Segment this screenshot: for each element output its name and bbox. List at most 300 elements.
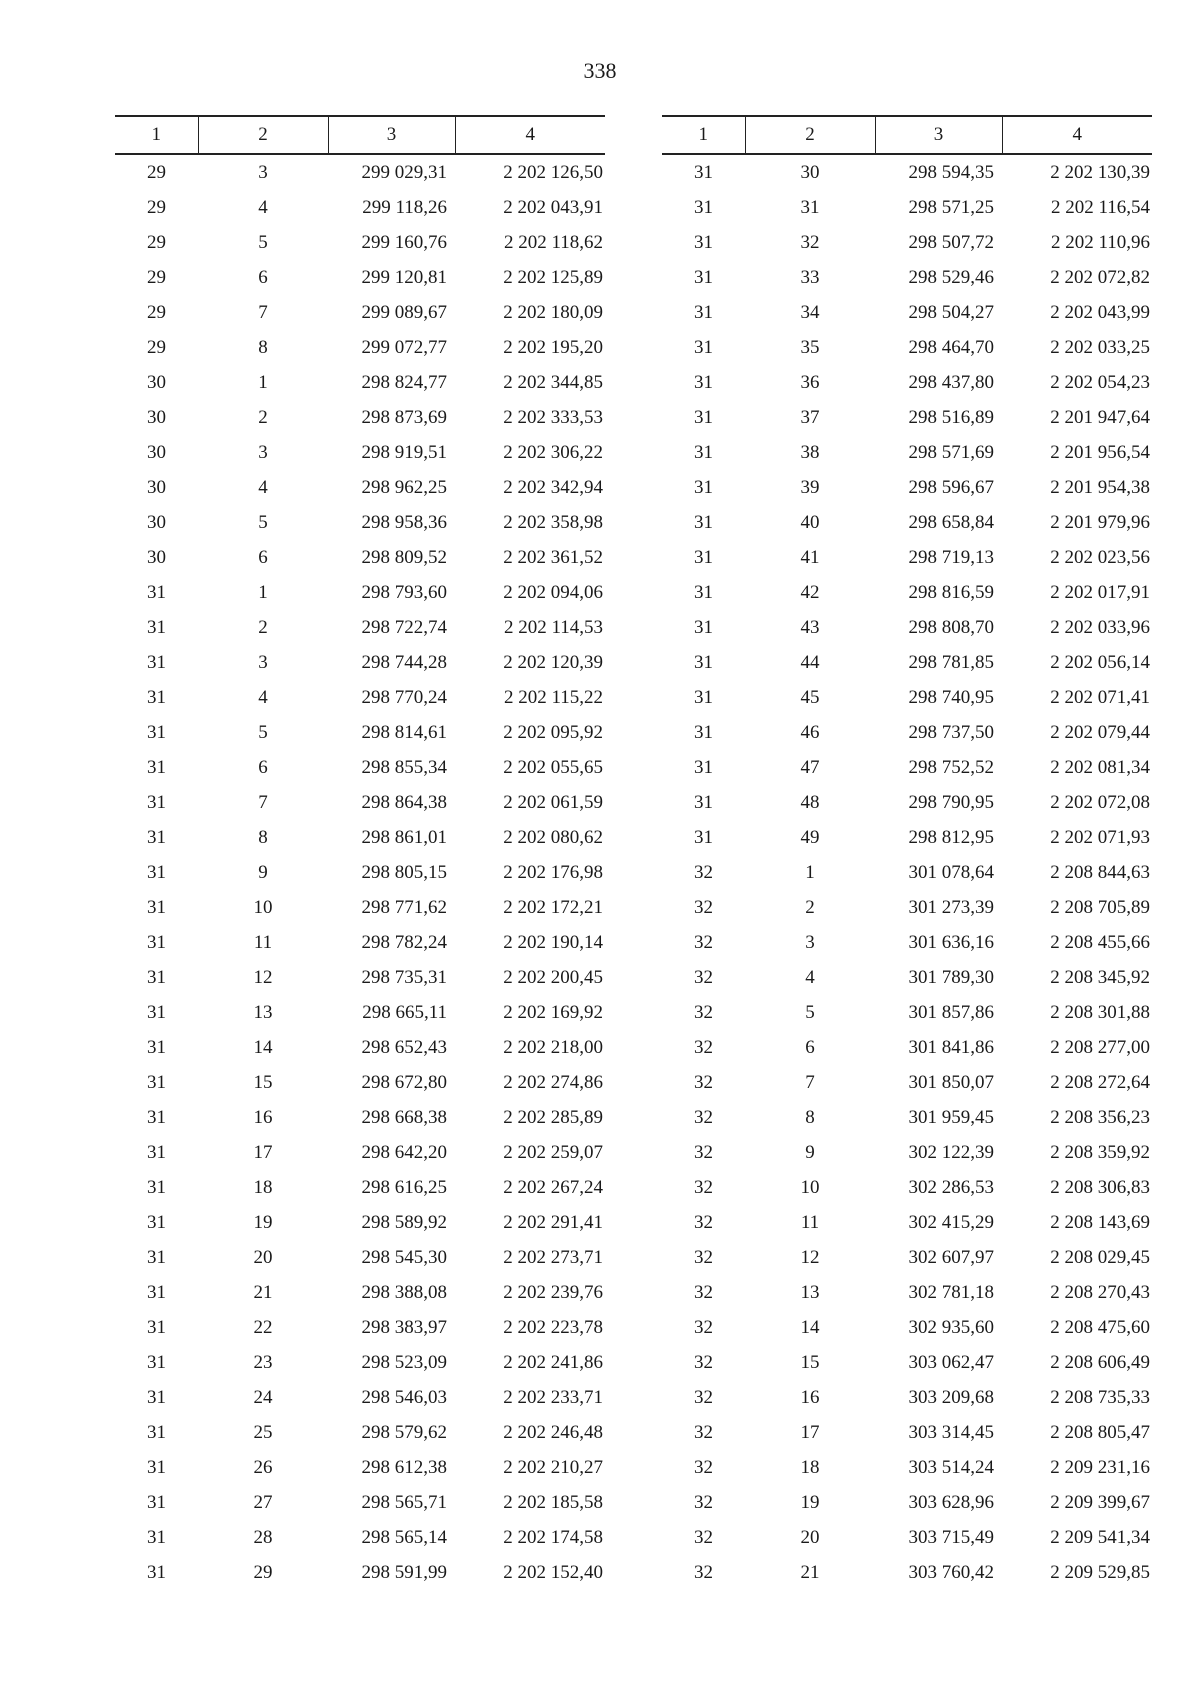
contour-number-cell: 30 <box>147 406 166 428</box>
point-number-cell: 8 <box>805 1106 815 1128</box>
point-number-cell: 36 <box>800 371 820 393</box>
x-coordinate-cell: 299 120,81 <box>361 266 447 288</box>
x-coordinate-cell: 298 546,03 <box>361 1386 447 1408</box>
table-row <box>115 1100 605 1135</box>
contour-number-cell: 32 <box>694 1281 713 1303</box>
x-coordinate-cell: 298 565,71 <box>361 1491 447 1513</box>
column-header: 3 <box>328 116 455 154</box>
table-row <box>662 1205 1152 1240</box>
contour-number-cell: 31 <box>147 1106 166 1128</box>
y-coordinate-cell: 2 202 033,25 <box>1050 336 1150 358</box>
x-coordinate-cell: 298 516,89 <box>908 406 994 428</box>
y-coordinate-cell: 2 202 342,94 <box>503 476 603 498</box>
table-row <box>115 610 605 645</box>
y-coordinate-cell: 2 202 125,89 <box>503 266 603 288</box>
contour-number-cell: 32 <box>694 1421 713 1443</box>
x-coordinate-cell: 298 809,52 <box>361 546 447 568</box>
point-number-cell: 6 <box>805 1036 815 1058</box>
contour-number-cell: 32 <box>694 1211 713 1233</box>
x-coordinate-cell: 301 078,64 <box>908 861 994 883</box>
x-coordinate-cell: 298 962,25 <box>361 476 447 498</box>
point-number-cell: 13 <box>800 1281 820 1303</box>
x-coordinate-cell: 299 089,67 <box>361 301 447 323</box>
column-header: 4 <box>455 116 605 154</box>
table-body <box>115 154 605 1590</box>
point-number-cell: 5 <box>258 511 268 533</box>
contour-number-cell: 31 <box>694 826 713 848</box>
contour-number-cell: 31 <box>694 756 713 778</box>
contour-number-cell: 31 <box>694 616 713 638</box>
contour-number-cell: 32 <box>694 1491 713 1513</box>
contour-number-cell: 31 <box>147 756 166 778</box>
y-coordinate-cell: 2 202 126,50 <box>503 161 603 183</box>
table-row <box>115 1345 605 1380</box>
x-coordinate-cell: 302 122,39 <box>908 1141 994 1163</box>
y-coordinate-cell: 2 202 306,22 <box>503 441 603 463</box>
table-row <box>662 1345 1152 1380</box>
point-number-cell: 2 <box>258 406 268 428</box>
contour-number-cell: 30 <box>147 476 166 498</box>
contour-number-cell: 31 <box>147 1281 166 1303</box>
contour-number-cell: 31 <box>147 616 166 638</box>
y-coordinate-cell: 2 209 231,16 <box>1050 1456 1150 1478</box>
table-row <box>662 820 1152 855</box>
table-row <box>662 154 1152 190</box>
y-coordinate-cell: 2 202 054,23 <box>1050 371 1150 393</box>
x-coordinate-cell: 298 861,01 <box>361 826 447 848</box>
y-coordinate-cell: 2 202 043,91 <box>503 196 603 218</box>
contour-number-cell: 32 <box>694 1456 713 1478</box>
x-coordinate-cell: 301 850,07 <box>908 1071 994 1093</box>
table-row <box>662 400 1152 435</box>
contour-number-cell: 31 <box>694 791 713 813</box>
x-coordinate-cell: 298 665,11 <box>362 1001 447 1023</box>
point-number-cell: 3 <box>805 931 815 953</box>
x-coordinate-cell: 303 715,49 <box>908 1526 994 1548</box>
table-row <box>662 1275 1152 1310</box>
y-coordinate-cell: 2 209 529,85 <box>1050 1561 1150 1583</box>
contour-number-cell: 32 <box>694 1071 713 1093</box>
table-row <box>662 295 1152 330</box>
contour-number-cell: 30 <box>147 371 166 393</box>
table-row <box>115 330 605 365</box>
x-coordinate-cell: 298 571,25 <box>908 196 994 218</box>
x-coordinate-cell: 299 118,26 <box>362 196 447 218</box>
contour-number-cell: 31 <box>694 476 713 498</box>
y-coordinate-cell: 2 202 361,52 <box>503 546 603 568</box>
x-coordinate-cell: 298 864,38 <box>361 791 447 813</box>
y-coordinate-cell: 2 201 947,64 <box>1050 406 1150 428</box>
x-coordinate-cell: 298 596,67 <box>908 476 994 498</box>
contour-number-cell: 31 <box>147 686 166 708</box>
x-coordinate-cell: 298 770,24 <box>361 686 447 708</box>
point-number-cell: 11 <box>253 931 273 953</box>
x-coordinate-cell: 298 642,20 <box>361 1141 447 1163</box>
x-coordinate-cell: 298 824,77 <box>361 371 447 393</box>
contour-number-cell: 31 <box>694 686 713 708</box>
table-row <box>115 1380 605 1415</box>
table-row <box>662 750 1152 785</box>
table-row <box>115 540 605 575</box>
y-coordinate-cell: 2 202 095,92 <box>503 721 603 743</box>
contour-number-cell: 31 <box>147 826 166 848</box>
point-number-cell: 5 <box>805 1001 815 1023</box>
x-coordinate-cell: 302 935,60 <box>908 1316 994 1338</box>
contour-number-cell: 31 <box>147 1526 166 1548</box>
y-coordinate-cell: 2 208 143,69 <box>1050 1211 1150 1233</box>
x-coordinate-cell: 298 504,27 <box>908 301 994 323</box>
contour-number-cell: 31 <box>147 896 166 918</box>
point-number-cell: 10 <box>253 896 273 918</box>
table-row <box>662 1170 1152 1205</box>
y-coordinate-cell: 2 208 029,45 <box>1050 1246 1150 1268</box>
table-row <box>115 1065 605 1100</box>
y-coordinate-cell: 2 202 071,93 <box>1050 826 1150 848</box>
point-number-cell: 19 <box>253 1211 273 1233</box>
table-row <box>662 610 1152 645</box>
y-coordinate-cell: 2 201 954,38 <box>1050 476 1150 498</box>
x-coordinate-cell: 299 029,31 <box>361 161 447 183</box>
point-number-cell: 12 <box>253 966 273 988</box>
point-number-cell: 2 <box>258 616 268 638</box>
x-coordinate-cell: 301 636,16 <box>908 931 994 953</box>
point-number-cell: 20 <box>253 1246 273 1268</box>
x-coordinate-cell: 303 760,42 <box>908 1561 994 1583</box>
y-coordinate-cell: 2 202 285,89 <box>503 1106 603 1128</box>
point-number-cell: 3 <box>258 161 268 183</box>
point-number-cell: 48 <box>800 791 820 813</box>
table-row <box>115 960 605 995</box>
point-number-cell: 11 <box>800 1211 820 1233</box>
y-coordinate-cell: 2 202 071,41 <box>1050 686 1150 708</box>
table-row <box>662 785 1152 820</box>
column-header: 4 <box>1002 116 1152 154</box>
y-coordinate-cell: 2 202 358,98 <box>503 511 603 533</box>
point-number-cell: 8 <box>258 826 268 848</box>
table-row <box>115 715 605 750</box>
column-header: 3 <box>875 116 1002 154</box>
contour-number-cell: 32 <box>694 1316 713 1338</box>
y-coordinate-cell: 2 208 475,60 <box>1050 1316 1150 1338</box>
table-row <box>115 435 605 470</box>
y-coordinate-cell: 2 202 200,45 <box>503 966 603 988</box>
point-number-cell: 27 <box>253 1491 273 1513</box>
table-row <box>662 1240 1152 1275</box>
x-coordinate-cell: 299 160,76 <box>361 231 447 253</box>
point-number-cell: 45 <box>800 686 820 708</box>
y-coordinate-cell: 2 202 344,85 <box>503 371 603 393</box>
x-coordinate-cell: 298 771,62 <box>361 896 447 918</box>
point-number-cell: 8 <box>258 336 268 358</box>
contour-number-cell: 30 <box>147 511 166 533</box>
y-coordinate-cell: 2 202 094,06 <box>503 581 603 603</box>
x-coordinate-cell: 298 612,38 <box>361 1456 447 1478</box>
table-row <box>115 785 605 820</box>
y-coordinate-cell: 2 202 185,58 <box>503 1491 603 1513</box>
table-row <box>115 400 605 435</box>
table-row <box>115 750 605 785</box>
point-number-cell: 15 <box>800 1351 820 1373</box>
x-coordinate-cell: 303 209,68 <box>908 1386 994 1408</box>
contour-number-cell: 31 <box>147 1421 166 1443</box>
table-row <box>662 645 1152 680</box>
contour-number-cell: 31 <box>147 1036 166 1058</box>
coordinates-table-left <box>115 115 605 1590</box>
table-row <box>115 505 605 540</box>
x-coordinate-cell: 302 781,18 <box>908 1281 994 1303</box>
contour-number-cell: 31 <box>694 161 713 183</box>
table-row <box>662 1555 1152 1590</box>
point-number-cell: 4 <box>258 476 268 498</box>
point-number-cell: 42 <box>800 581 820 603</box>
y-coordinate-cell: 2 202 072,82 <box>1050 266 1150 288</box>
table-row <box>115 1450 605 1485</box>
contour-number-cell: 32 <box>694 1246 713 1268</box>
table-row <box>662 225 1152 260</box>
x-coordinate-cell: 298 958,36 <box>361 511 447 533</box>
contour-number-cell: 31 <box>694 336 713 358</box>
table-row <box>662 1415 1152 1450</box>
contour-number-cell: 31 <box>147 861 166 883</box>
point-number-cell: 20 <box>800 1526 820 1548</box>
table-row <box>662 470 1152 505</box>
y-coordinate-cell: 2 202 055,65 <box>503 756 603 778</box>
x-coordinate-cell: 302 415,29 <box>908 1211 994 1233</box>
contour-number-cell: 31 <box>147 1561 166 1583</box>
y-coordinate-cell: 2 208 455,66 <box>1050 931 1150 953</box>
table-row <box>662 960 1152 995</box>
x-coordinate-cell: 298 722,74 <box>361 616 447 638</box>
x-coordinate-cell: 298 812,95 <box>908 826 994 848</box>
x-coordinate-cell: 298 744,28 <box>361 651 447 673</box>
point-number-cell: 29 <box>253 1561 273 1583</box>
table-row <box>662 575 1152 610</box>
x-coordinate-cell: 298 814,61 <box>361 721 447 743</box>
contour-number-cell: 31 <box>694 581 713 603</box>
point-number-cell: 38 <box>800 441 820 463</box>
contour-number-cell: 29 <box>147 231 166 253</box>
contour-number-cell: 31 <box>694 651 713 673</box>
page-number: 338 <box>583 58 617 83</box>
x-coordinate-cell: 298 719,13 <box>908 546 994 568</box>
y-coordinate-cell: 2 202 210,27 <box>503 1456 603 1478</box>
point-number-cell: 34 <box>800 301 820 323</box>
contour-number-cell: 32 <box>694 931 713 953</box>
contour-number-cell: 32 <box>694 1526 713 1548</box>
y-coordinate-cell: 2 208 844,63 <box>1050 861 1150 883</box>
table-row <box>115 1170 605 1205</box>
table-row <box>115 470 605 505</box>
x-coordinate-cell: 298 793,60 <box>361 581 447 603</box>
x-coordinate-cell: 298 740,95 <box>908 686 994 708</box>
y-coordinate-cell: 2 209 399,67 <box>1050 1491 1150 1513</box>
y-coordinate-cell: 2 202 233,71 <box>503 1386 603 1408</box>
x-coordinate-cell: 298 507,72 <box>908 231 994 253</box>
y-coordinate-cell: 2 202 246,48 <box>503 1421 603 1443</box>
y-coordinate-cell: 2 202 120,39 <box>503 651 603 673</box>
table-row <box>115 680 605 715</box>
table-row <box>662 505 1152 540</box>
column-header: 2 <box>745 116 875 154</box>
contour-number-cell: 31 <box>694 301 713 323</box>
point-number-cell: 4 <box>258 196 268 218</box>
point-number-cell: 16 <box>253 1106 273 1128</box>
contour-number-cell: 31 <box>147 1246 166 1268</box>
y-coordinate-cell: 2 208 359,92 <box>1050 1141 1150 1163</box>
y-coordinate-cell: 2 202 056,14 <box>1050 651 1150 673</box>
table-row <box>662 330 1152 365</box>
table-row <box>662 925 1152 960</box>
y-coordinate-cell: 2 208 272,64 <box>1050 1071 1150 1093</box>
x-coordinate-cell: 303 314,45 <box>908 1421 994 1443</box>
table-row <box>662 995 1152 1030</box>
table-row <box>662 260 1152 295</box>
x-coordinate-cell: 301 857,86 <box>908 1001 994 1023</box>
point-number-cell: 16 <box>800 1386 820 1408</box>
table-row <box>662 715 1152 750</box>
y-coordinate-cell: 2 202 023,56 <box>1050 546 1150 568</box>
y-coordinate-cell: 2 208 606,49 <box>1050 1351 1150 1373</box>
contour-number-cell: 31 <box>147 931 166 953</box>
point-number-cell: 17 <box>800 1421 820 1443</box>
y-coordinate-cell: 2 208 277,00 <box>1050 1036 1150 1058</box>
y-coordinate-cell: 2 202 033,96 <box>1050 616 1150 638</box>
table-row <box>115 225 605 260</box>
point-number-cell: 1 <box>258 581 268 603</box>
contour-number-cell: 32 <box>694 1141 713 1163</box>
point-number-cell: 49 <box>800 826 820 848</box>
x-coordinate-cell: 301 841,86 <box>908 1036 994 1058</box>
x-coordinate-cell: 303 628,96 <box>908 1491 994 1513</box>
y-coordinate-cell: 2 202 152,40 <box>503 1561 603 1583</box>
table-row <box>662 435 1152 470</box>
table-row <box>115 1240 605 1275</box>
x-coordinate-cell: 298 571,69 <box>908 441 994 463</box>
column-header: 1 <box>662 116 745 154</box>
y-coordinate-cell: 2 202 079,44 <box>1050 721 1150 743</box>
contour-number-cell: 31 <box>694 196 713 218</box>
x-coordinate-cell: 302 286,53 <box>908 1176 994 1198</box>
y-coordinate-cell: 2 202 061,59 <box>503 791 603 813</box>
contour-number-cell: 29 <box>147 301 166 323</box>
contour-number-cell: 31 <box>147 1211 166 1233</box>
point-number-cell: 24 <box>253 1386 273 1408</box>
y-coordinate-cell: 2 202 180,09 <box>503 301 603 323</box>
table-row <box>115 190 605 225</box>
point-number-cell: 30 <box>800 161 820 183</box>
contour-number-cell: 32 <box>694 1561 713 1583</box>
x-coordinate-cell: 298 652,43 <box>361 1036 447 1058</box>
table-row <box>662 1485 1152 1520</box>
x-coordinate-cell: 301 789,30 <box>908 966 994 988</box>
x-coordinate-cell: 298 591,99 <box>361 1561 447 1583</box>
contour-number-cell: 32 <box>694 1176 713 1198</box>
contour-number-cell: 30 <box>147 546 166 568</box>
table-row <box>115 1415 605 1450</box>
y-coordinate-cell: 2 202 241,86 <box>503 1351 603 1373</box>
table-row <box>115 1135 605 1170</box>
x-coordinate-cell: 298 437,80 <box>908 371 994 393</box>
y-coordinate-cell: 2 208 270,43 <box>1050 1281 1150 1303</box>
table-row <box>115 995 605 1030</box>
table-row <box>662 680 1152 715</box>
y-coordinate-cell: 2 202 115,22 <box>503 686 603 708</box>
y-coordinate-cell: 2 208 301,88 <box>1050 1001 1150 1023</box>
x-coordinate-cell: 298 579,62 <box>361 1421 447 1443</box>
y-coordinate-cell: 2 202 267,24 <box>503 1176 603 1198</box>
x-coordinate-cell: 298 616,25 <box>361 1176 447 1198</box>
point-number-cell: 22 <box>253 1316 273 1338</box>
table-row <box>115 645 605 680</box>
x-coordinate-cell: 298 816,59 <box>908 581 994 603</box>
point-number-cell: 40 <box>800 511 820 533</box>
table-row <box>662 1135 1152 1170</box>
y-coordinate-cell: 2 202 174,58 <box>503 1526 603 1548</box>
point-number-cell: 1 <box>805 861 815 883</box>
contour-number-cell: 31 <box>147 721 166 743</box>
x-coordinate-cell: 298 464,70 <box>908 336 994 358</box>
point-number-cell: 10 <box>800 1176 820 1198</box>
contour-number-cell: 32 <box>694 1106 713 1128</box>
table-header <box>662 116 1152 154</box>
x-coordinate-cell: 301 959,45 <box>908 1106 994 1128</box>
y-coordinate-cell: 2 202 218,00 <box>503 1036 603 1058</box>
x-coordinate-cell: 298 529,46 <box>908 266 994 288</box>
y-coordinate-cell: 2 201 956,54 <box>1050 441 1150 463</box>
x-coordinate-cell: 298 589,92 <box>361 1211 447 1233</box>
point-number-cell: 13 <box>253 1001 273 1023</box>
y-coordinate-cell: 2 202 239,76 <box>503 1281 603 1303</box>
x-coordinate-cell: 298 672,80 <box>361 1071 447 1093</box>
y-coordinate-cell: 2 202 110,96 <box>1050 231 1150 253</box>
x-coordinate-cell: 298 790,95 <box>908 791 994 813</box>
y-coordinate-cell: 2 202 190,14 <box>503 931 603 953</box>
table-row <box>115 1205 605 1240</box>
y-coordinate-cell: 2 202 114,53 <box>503 616 603 638</box>
point-number-cell: 19 <box>800 1491 820 1513</box>
column-header: 2 <box>198 116 328 154</box>
x-coordinate-cell: 298 658,84 <box>908 511 994 533</box>
x-coordinate-cell: 298 735,31 <box>361 966 447 988</box>
point-number-cell: 28 <box>253 1526 273 1548</box>
y-coordinate-cell: 2 202 176,98 <box>503 861 603 883</box>
point-number-cell: 33 <box>800 266 820 288</box>
y-coordinate-cell: 2 202 223,78 <box>503 1316 603 1338</box>
contour-number-cell: 31 <box>147 1351 166 1373</box>
y-coordinate-cell: 2 202 259,07 <box>503 1141 603 1163</box>
x-coordinate-cell: 298 873,69 <box>361 406 447 428</box>
contour-number-cell: 31 <box>147 1316 166 1338</box>
y-coordinate-cell: 2 202 072,08 <box>1050 791 1150 813</box>
x-coordinate-cell: 299 072,77 <box>361 336 447 358</box>
x-coordinate-cell: 298 565,14 <box>361 1526 447 1548</box>
x-coordinate-cell: 298 855,34 <box>361 756 447 778</box>
point-number-cell: 9 <box>805 1141 815 1163</box>
contour-number-cell: 29 <box>147 336 166 358</box>
table-row <box>662 890 1152 925</box>
point-number-cell: 6 <box>258 266 268 288</box>
y-coordinate-cell: 2 202 080,62 <box>503 826 603 848</box>
point-number-cell: 47 <box>800 756 820 778</box>
contour-number-cell: 31 <box>694 546 713 568</box>
table-row <box>115 575 605 610</box>
x-coordinate-cell: 303 514,24 <box>908 1456 994 1478</box>
y-coordinate-cell: 2 202 116,54 <box>1050 196 1150 218</box>
contour-number-cell: 31 <box>147 1141 166 1163</box>
y-coordinate-cell: 2 208 345,92 <box>1050 966 1150 988</box>
table-row <box>662 855 1152 890</box>
table-row <box>115 295 605 330</box>
